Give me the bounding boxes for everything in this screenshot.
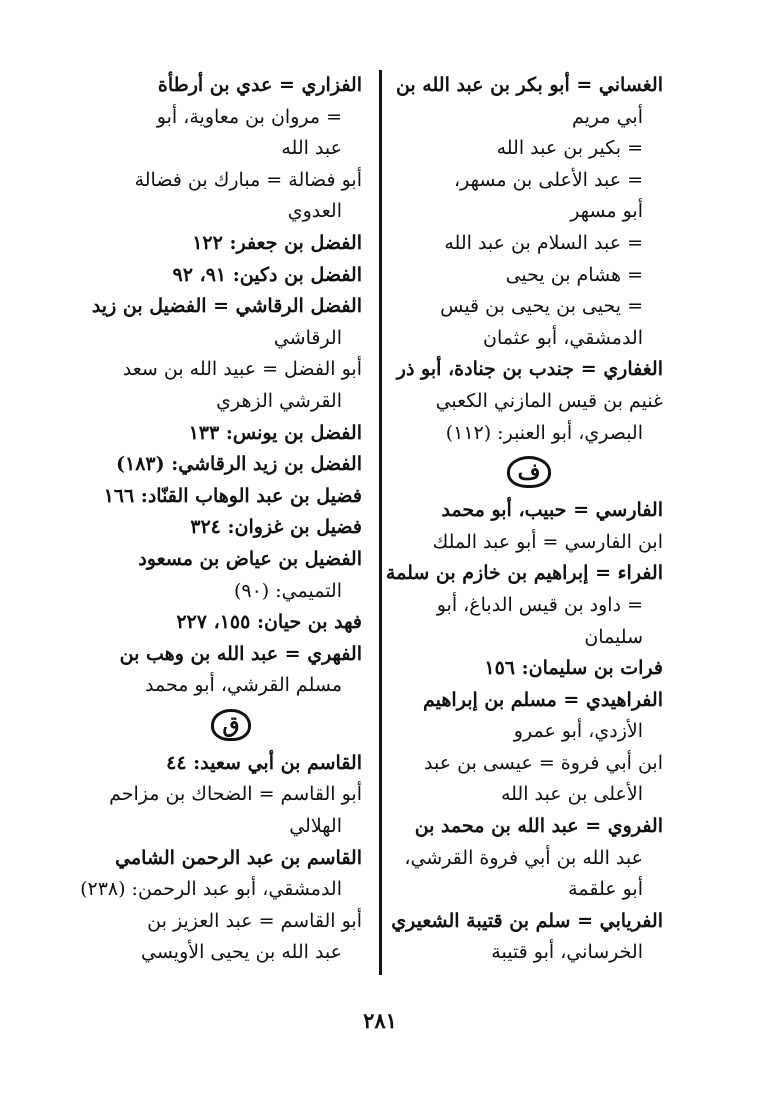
index-entry-line: غنيم بن قيس المازني الكعبي [435,389,663,412]
index-entry-line: أبو علقمة [568,878,643,901]
index-entry-line: أبو القاسم = الضحاك بن مزاحم [109,783,362,806]
page-number: ٢٨١ [363,1008,397,1033]
index-entry-line: الفضيل بن عياض بن مسعود [138,547,362,570]
index-entry-line: أبو مسهر [570,200,643,223]
index-entry-line: الفضل بن جعفر: ١٢٢ [192,231,362,254]
section-letter: ق [211,709,250,741]
index-entry-line: أبو فضالة = مبارك بن فضالة [134,168,362,191]
index-entry-line: الغساني = أبو بكر بن عبد الله بن [395,74,663,96]
index-entry-line: البصري، أبو العنبر: (١١٢) [445,421,643,444]
index-entry-line: الأزدي، أبو عمرو [513,720,643,743]
index-entry-line: الفارسي = حبيب، أبو محمد [441,499,663,522]
index-entry-line: ابن أبي فروة = عيسى بن عبد [424,751,663,774]
index-entry-line: الغفاري = جندب بن جنادة، أبو ذر [396,358,663,381]
index-entry-line: القاسم بن عبد الرحمن الشامي [115,846,362,869]
column-divider [379,70,382,975]
index-entry-line: الفريابي = سلم بن قتيبة الشعيري [391,909,663,932]
index-entry-line: مسلم القرشي، أبو محمد [144,674,342,697]
index-entry-line: الخرساني، أبو قتيبة [491,941,643,964]
section-letter-heading [100,702,362,748]
index-entry-line: الفضل بن دكين: ٩١، ٩٢ [172,263,362,286]
index-entry-line: = عبد الأعلى بن مسهر، [454,168,643,191]
index-entry-line: سليمان [584,625,643,648]
index-entry-line: الفزاري = عدي بن أرطأة [157,74,362,96]
index-entry-line: = هشام بن يحيى [505,263,643,286]
index-entry-line: فضيل بن غزوان: ٣٢٤ [190,516,362,539]
index-entry-line: = بكير بن عبد الله [496,137,643,160]
index-entry-line: التميمي: (٩٠) [233,579,342,602]
index-entry-line: عبد الله بن أبي فروة القرشي، [404,846,643,869]
index-entry-line: أبو الفضل = عبيد الله بن سعد [122,358,362,381]
section-letter: ف [507,456,552,488]
index-entry-line: الفضل الرقاشي = الفضيل بن زيد [91,295,362,318]
index-entry-line: عبد الله بن يحيى الأويسي [141,941,342,964]
index-entry-line: الفهري = عبد الله بن وهب بن [119,642,362,665]
section-letter-heading [395,449,663,495]
index-entry-line: ابن الفارسي = أبو عبد الملك [432,530,663,553]
index-entry-line: الرقاشي [273,326,342,349]
index-entry-line: الفضل بن يونس: ١٣٣ [188,421,362,444]
index-entry-line: = يحيى بن يحيى بن قيس [440,295,643,318]
index-entry-line: عبد الله [281,137,342,160]
index-entry-line: الفراء = إبراهيم بن خازم بن سلمة [385,562,663,585]
index-entry-line: القاسم بن أبي سعيد: ٤٤ [166,751,362,774]
index-entry-line: الأعلى بن عبد الله [500,783,643,806]
index-entry-line: الفراهيدي = مسلم بن إبراهيم [423,688,663,711]
index-entry-line: فرات بن سليمان: ١٥٦ [484,657,663,680]
index-entry-line: الدمشقي، أبو عبد الرحمن: (٢٣٨) [80,878,342,901]
index-entry-line: الهلالي [289,815,342,838]
index-entry-line: أبو القاسم = عبد العزيز بن [147,909,362,932]
left-column [80,70,362,969]
index-entry-line: الفروي = عبد الله بن محمد بن [414,815,663,838]
index-entry-line: فضيل بن عبد الوهاب القنّاد: ١٦٦ [103,484,362,507]
index-entry-line: = مروان بن معاوية، أبو [156,105,342,128]
index-entry-line: القرشي الزهري [216,389,342,412]
index-entry-line: العدوي [287,200,342,223]
index-entry-line: الفضل بن زيد الرقاشي: (١٨٣) [116,453,362,476]
index-entry-line: = عبد السلام بن عبد الله [444,231,643,254]
right-column [385,70,663,969]
index-entry-line: = داود بن قيس الدباغ، أبو [436,593,643,616]
index-entry-line: أبي مريم [571,105,643,128]
index-entry-line: فهد بن حيان: ١٥٥، ٢٢٧ [176,611,362,634]
index-entry-line: الدمشقي، أبو عثمان [482,326,643,349]
